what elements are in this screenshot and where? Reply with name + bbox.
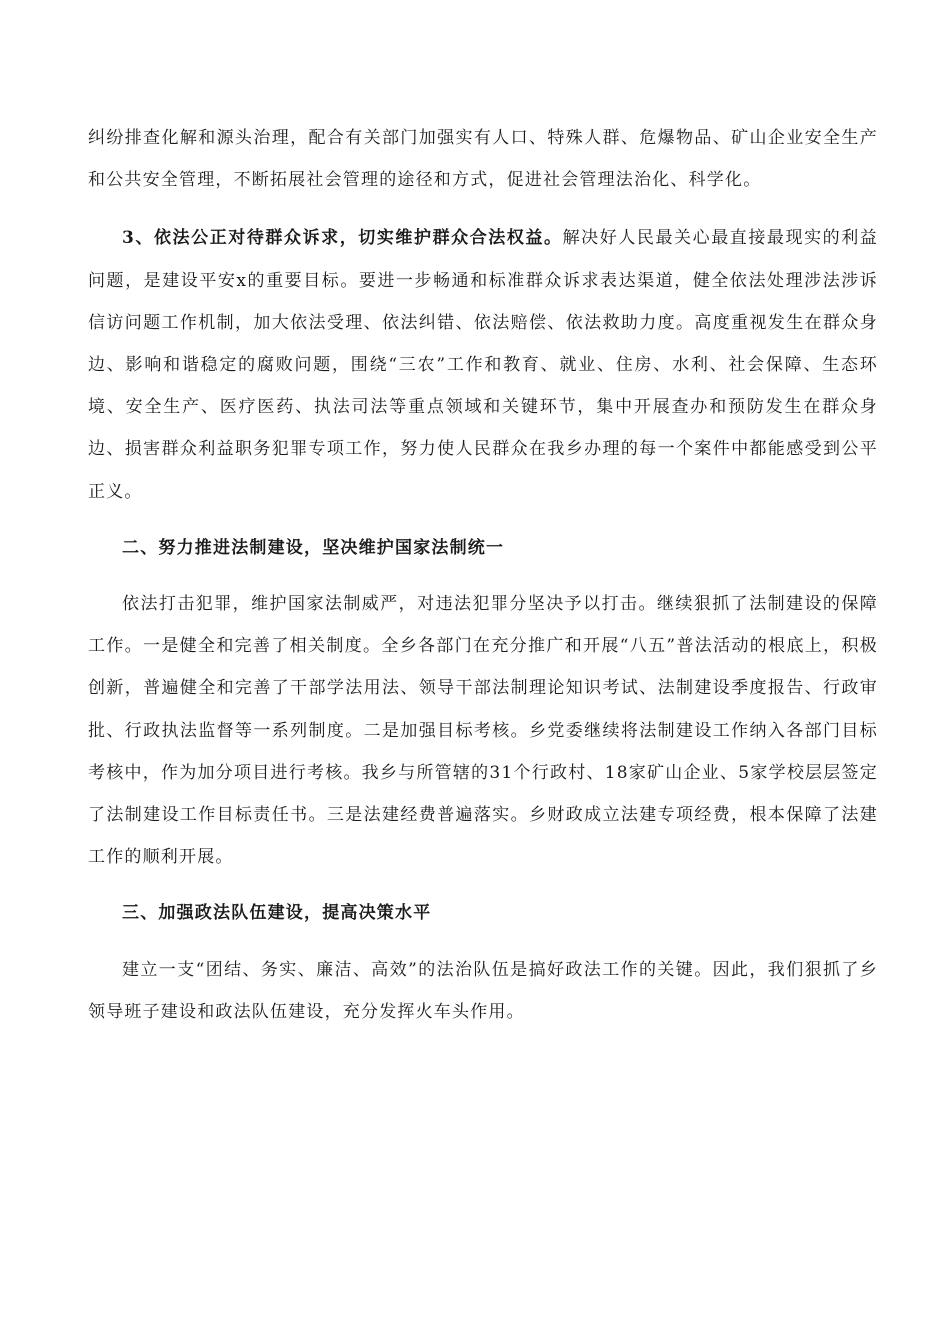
paragraph-legal-construction: 依法打击犯罪，维护国家法制威严，对违法犯罪分坚决予以打击。继续狠抓了法制建设的保障工作。一是健全和完善了相关制度。全乡各部门在充分推广和开展“八五”普法活动的根底上，积极创新，普遍健全和完善了干部学法用法、领导干部法制理论知识考试、法制建设季度报告、行政审批、行政执法监督等一系列制度。二是加强目标考核。乡党委继续将法制建设工作纳入各部门目标考核中，作为加分项目进行考核。我乡与所管辖的31个行政村、18家矿山企业、5家学校层层签定了法制建设工作目标责任书。三是法建经费普遍落实。乡财政成立法建专项经费，根本保障了法建工作的顺利开展。 [88, 594, 878, 868]
section-heading-team-building: 三、加强政法队伍建设，提高决策水平 [122, 903, 432, 924]
section-heading-legal-construction: 二、努力推进法制建设，坚决维护国家法制统一 [122, 537, 505, 558]
document-body [88, 117, 878, 1033]
paragraph-mass-appeals [88, 217, 878, 512]
paragraph-team-building: 建立一支“团结、务实、廉洁、高效”的法治队伍是搞好政法工作的关键。因此，我们狠抓了乡领导班子建设和政法队伍建设，充分发挥火车头作用。 [88, 959, 878, 1022]
paragraph-lead-heading: 3、依法公正对待群众诉求，切实维护群众合法权益。 [122, 228, 563, 249]
paragraph-body-text: 解决好人民最关心最直接最现实的利益问题，是建设平安x的重要目标。要进一步畅通和标准群众诉求表达渠道，健全依法处理涉法涉诉信访问题工作机制，加大依法受理、依法纠错、依法赔偿、依法救助力度。高度重视发生在群众身边、影响和谐稳定的腐败问题，围绕“三农”工作和教育、就业、住房、水利、社会保障、生态环境、安全生产、医疗医药、执法司法等重点领域和关键环节，集中开展查办和预防发生在群众身边、损害群众利益职务犯罪专项工作，努力使人民群众在我乡办理的每一个案件中都能感受到公平正义。 [88, 228, 878, 502]
paragraph-social-management: 纠纷排查化解和源头治理，配合有关部门加强实有人口、特殊人群、危爆物品、矿山企业安全生产和公共安全管理，不断拓展社会管理的途径和方式，促进社会管理法治化、科学化。 [88, 128, 878, 191]
